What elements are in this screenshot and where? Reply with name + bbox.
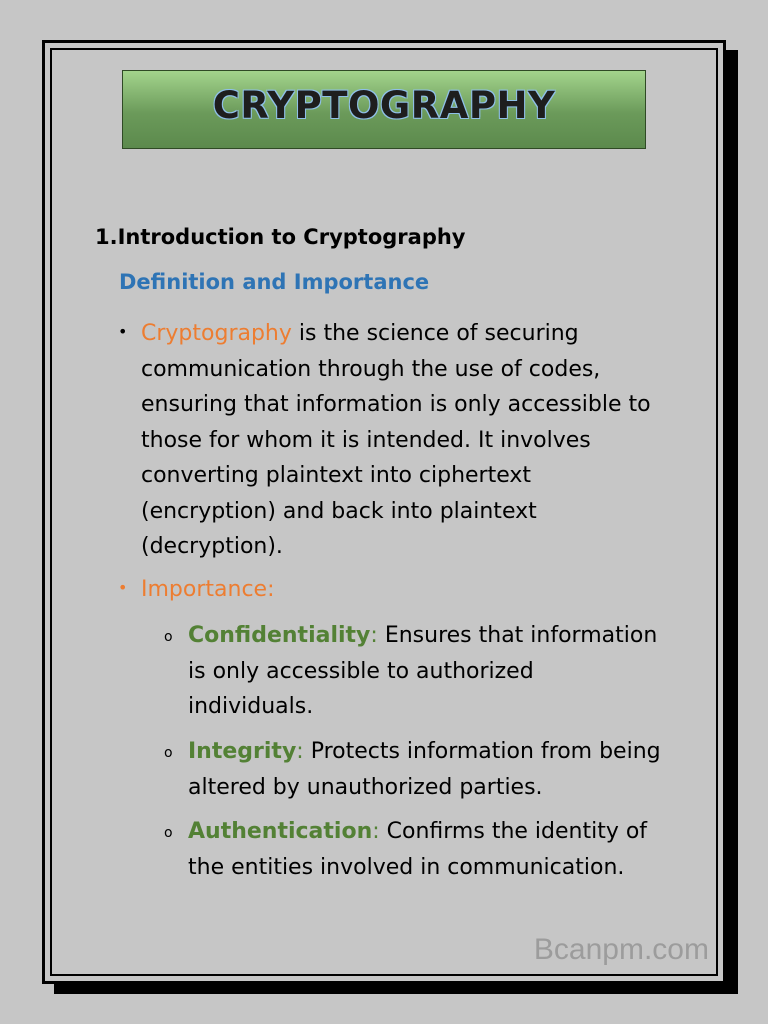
paragraph-line: communication through the use of codes, [141, 356, 601, 382]
paragraph-line: converting plaintext into ciphertext [141, 463, 532, 488]
paragraph-line [188, 618, 708, 654]
paragraph-line: altered by unauthorized parties. [188, 774, 543, 800]
bullet-importance [141, 572, 275, 608]
term-confidentiality: Confidentiality [188, 623, 371, 648]
subheading: Definition and Importance [119, 270, 430, 294]
term-colon: : [372, 819, 380, 844]
term-integrity: Integrity [188, 739, 297, 764]
bullet-cryptography [141, 316, 701, 565]
paragraph-text: Confirms the identity of [379, 819, 648, 844]
sub-item-confidentiality [188, 618, 708, 725]
page-frame [42, 40, 726, 984]
paragraph-line: ensuring that information is only accessible to [141, 392, 651, 417]
sub-item-authentication [188, 814, 708, 885]
paragraph-text: Protects information from being [303, 739, 661, 764]
term-authentication: Authentication [188, 819, 373, 844]
term-cryptography: Cryptography [141, 321, 292, 346]
paragraph-text: is the science of securing [291, 321, 579, 346]
sub-item-integrity [188, 734, 708, 805]
paragraph-line: is only accessible to authorized [188, 658, 534, 684]
paragraph-line [188, 814, 708, 850]
sub-bullet-marker: o [164, 629, 173, 645]
paragraph-line [141, 316, 701, 352]
term-importance: Importance [141, 577, 268, 602]
paragraph-line: those for whom it is intended. It involves [141, 427, 591, 453]
paragraph-line: individuals. [188, 694, 314, 719]
paragraph-text: Ensures that information [377, 623, 658, 648]
watermark: Bcanpm.com [533, 933, 709, 966]
bullet-marker: • [118, 322, 128, 341]
paragraph-line: (encryption) and back into plaintext [141, 498, 537, 524]
term-colon: : [370, 623, 378, 648]
title-banner [122, 70, 646, 149]
page-title: CRYPTOGRAPHY [212, 84, 556, 127]
sub-bullet-marker: o [164, 825, 173, 841]
paragraph-line: (decryption). [141, 534, 283, 559]
paragraph-line [188, 734, 708, 770]
section-heading: 1.Introduction to Cryptography [95, 225, 466, 249]
bullet-marker: • [118, 578, 128, 597]
sub-bullet-marker: o [164, 745, 173, 761]
term-colon: : [267, 577, 275, 602]
term-colon: : [296, 739, 304, 764]
paragraph-line: the entities involved in communication. [188, 854, 625, 880]
